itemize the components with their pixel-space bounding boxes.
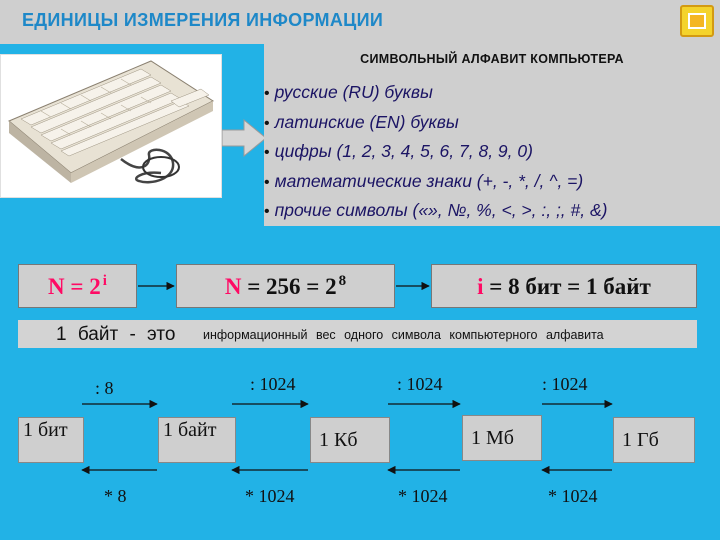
divide-label: : 1024	[250, 374, 296, 394]
definition-text: информационный вес одного символа компьютерного алфавита	[203, 328, 604, 342]
multiply-label: * 1024	[398, 486, 448, 506]
list-item: • латинские (EN) буквы	[264, 108, 608, 138]
formula-text: = 8 бит = 1 байт	[483, 274, 651, 299]
unit-box-gb: 1 Гб	[613, 417, 695, 463]
multiply-label: * 1024	[548, 486, 598, 506]
unit-box-bit: 1 бит	[18, 417, 84, 463]
divide-label: : 1024	[397, 374, 443, 394]
formula-exponent: i	[102, 273, 107, 290]
formula-text: = 256 = 2	[241, 274, 337, 299]
list-item: • цифры (1, 2, 3, 4, 5, 6, 7, 8, 9, 0)	[264, 137, 608, 167]
divide-label: : 1024	[542, 374, 588, 394]
list-item: • русские (RU) буквы	[264, 78, 608, 108]
formula-text: N = 2	[48, 274, 101, 299]
list-item: • прочие символы («», №, %, <, >, :, ;, #, &)	[264, 196, 608, 226]
formula-var: N	[224, 274, 242, 299]
unit-box-mb: 1 Мб	[462, 415, 542, 461]
divide-label: : 8	[95, 378, 114, 398]
unit-box-kb: 1 Кб	[310, 417, 390, 463]
formula-exponent: 8	[338, 273, 347, 290]
alphabet-title: СИМВОЛЬНЫЙ АЛФАВИТ КОМПЬЮТЕРА	[360, 52, 624, 66]
page-title: ЕДИНИЦЫ ИЗМЕРЕНИЯ ИНФОРМАЦИИ	[22, 10, 384, 30]
multiply-label: * 8	[104, 486, 127, 506]
multiply-label: * 1024	[245, 486, 295, 506]
formula-var: i	[477, 274, 484, 299]
list-item: • математические знаки (+, -, *, /, ^, =)	[264, 167, 608, 197]
unit-box-byte: 1 байт	[158, 417, 236, 463]
definition-lead: 1 байт - это	[56, 324, 176, 345]
